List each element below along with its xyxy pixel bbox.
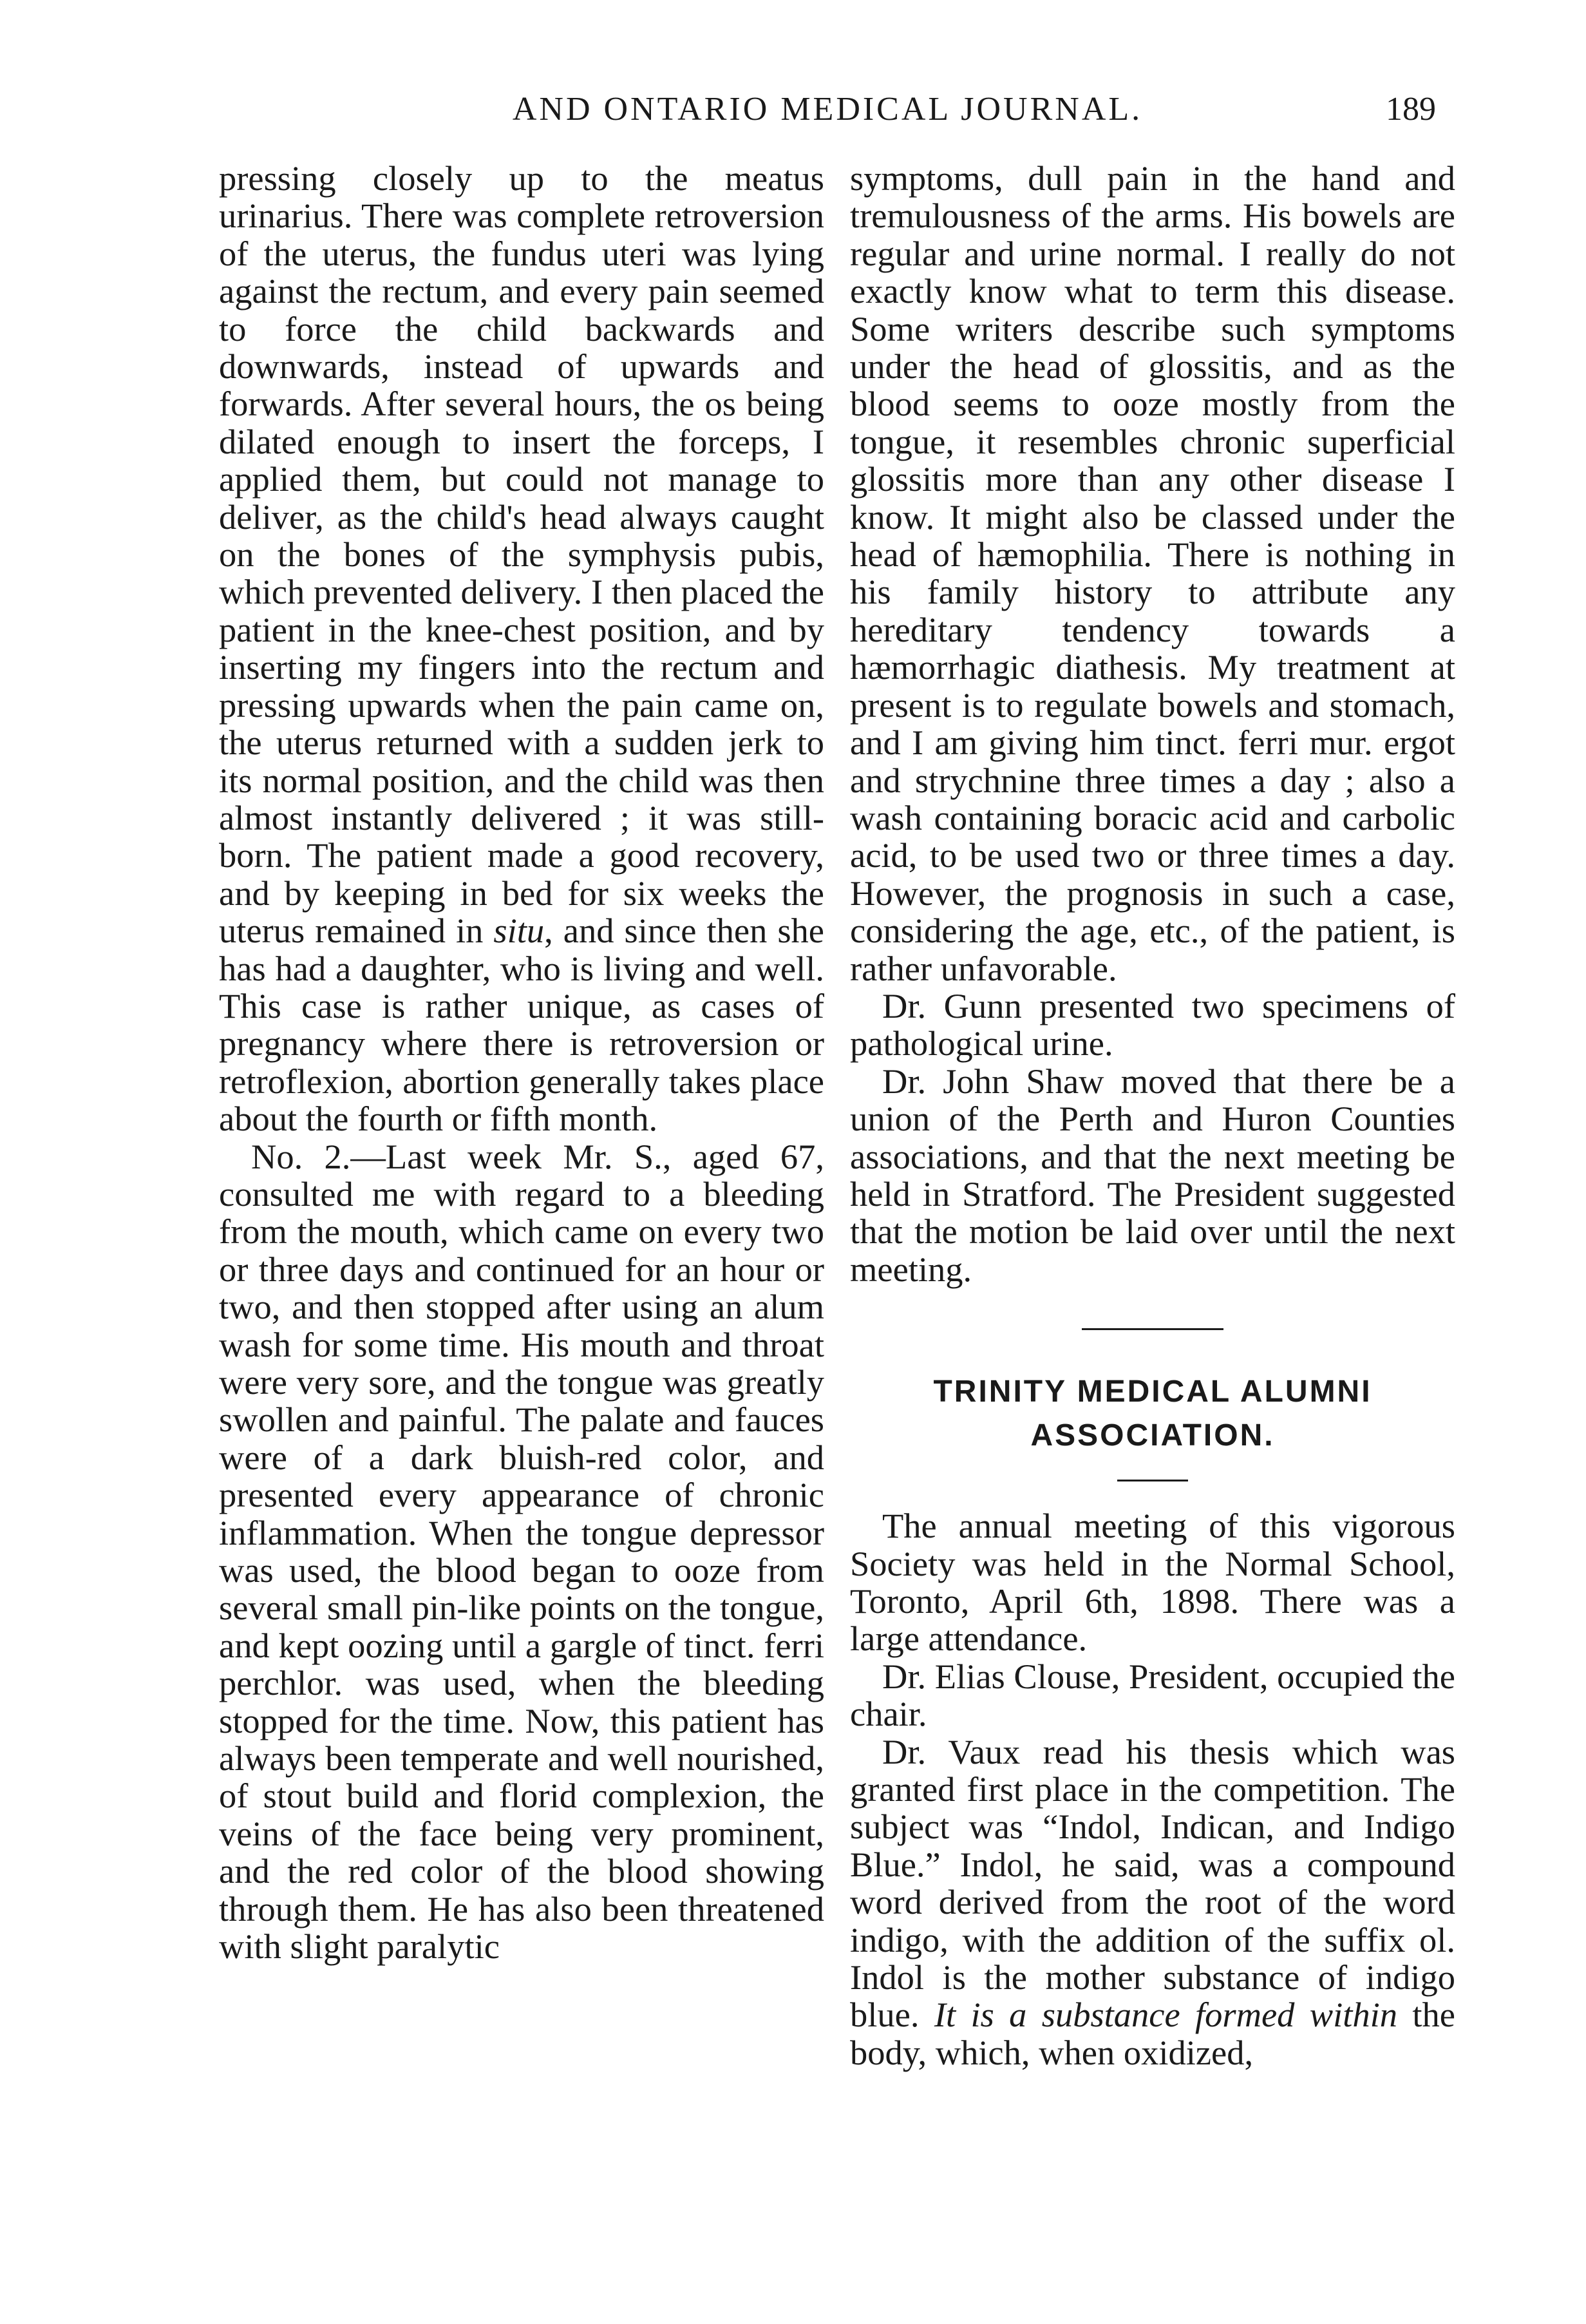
- section-heading: [850, 1370, 1455, 1458]
- paragraph-symptoms: symptoms, dull pain in the hand and tremulousness of the arms. His bowels are regular and urine normal. I really do not exactly know what to term this disease. Some writers describe such symptoms under the head of glossitis, and as the blood seems to ooze mostly from the tongue, it resembles chronic superficial glossitis more than any other disease I know. It might also be classed under the head of hæmophilia. There is nothing in his family history to attribute any hereditary tendency towards a hæmorrhagic diathesis. My treatment at present is to regulate bowels and stomach, and I am giving him tinct. ferri mur. ergot and strychnine three times a day ; also a wash containing boracic acid and carbolic acid, to be used two or three times a day. However, the prognosis in such a case, considering the age, etc., of the patient, is rather unfavorable.: [850, 158, 1455, 988]
- heading-line: ASSOCIATION.: [1030, 1418, 1275, 1453]
- right-column: [850, 160, 1455, 2072]
- heading-line: TRINITY MEDICAL ALUMNI: [933, 1375, 1372, 1409]
- paragraph-vaux-thesis: [850, 1733, 1455, 2072]
- paragraph-case-no-2: No. 2.—Last week Mr. S., aged 67, consulted me with regard to a bleeding from the mouth, which came on every two or three days and continued for an hour or two, and then stopped after using an alum wash for some time. His mouth and throat were very sore, and the tongue was greatly swollen and painful. The palate and fauces were of a dark bluish-red color, and presented every appearance of chronic inflammation. When the tongue depressor was used, the blood began to ooze from several small pin-like points on the tongue, and kept oozing until a gargle of tinct. ferri perchlor. was used, when the bleeding stopped for the time. Now, this patient has always been temperate and well nourished, of stout build and florid complexion, the veins of the face being very prominent, and the red color of the blood showing through them. He has also been threatened with slight paralytic: [219, 1136, 824, 1967]
- text-run: the body, which, when oxidized,: [850, 1995, 1455, 2072]
- page-header: [219, 84, 1436, 135]
- paragraph-president-chair: Dr. Elias Clouse, President, occupied the chair.: [850, 1656, 1455, 1734]
- paragraph-retroversion-case: [219, 160, 824, 1138]
- running-head: AND ONTARIO MEDICAL JOURNAL.: [512, 91, 1143, 128]
- left-column: [219, 160, 824, 1966]
- section-divider: [1082, 1328, 1223, 1330]
- paragraph-gunn-specimens: Dr. Gunn presented two specimens of pathological urine.: [850, 986, 1455, 1063]
- text-run: Dr. Vaux read his thesis which was granted first place in the competition. The subject was “Indol, Indican, and Indigo Blue.” Indol, he said, was a compound word derived from the root of the word indigo, with the addition of the suffix ol. Indol is the mother substance of indigo blue.: [850, 1731, 1455, 2035]
- paragraph-shaw-motion: Dr. John Shaw moved that there be a union of the Perth and Huron Counties associations, and that the next meeting be held in Stratford. The President suggested that the motion be laid over until the next meeting.: [850, 1061, 1455, 1289]
- text-run: pressing closely up to the meatus urinarius. There was complete retroversion of the uterus, the fundus uteri was lying against the rectum, and every pain seemed to force the child backwards and downwards, instead of upwards and forwards. After several hours, the os being dilated enough to insert the forceps, I applied them, but could not manage to deliver, as the child's head always caught on the bones of the symphysis pubis, which prevented delivery. I then placed the patient in the knee-chest position, and by inserting my fingers into the rectum and pressing upwards when the pain came on, the uterus returned with a sudden jerk to its normal position, and the child was then almost instantly delivered ; it was still-born. The patient made a good recovery, and by keeping in bed for six weeks the uterus remained in: [219, 158, 824, 951]
- heading-divider: [1117, 1480, 1188, 1481]
- paragraph-annual-meeting: The annual meeting of this vigorous Society was held in the Normal School, Toronto, April 6th, 1898. There was a large attendance.: [850, 1506, 1455, 1659]
- page-number: 189: [1386, 91, 1436, 128]
- italic-run: It is a substance formed within: [934, 1995, 1398, 2035]
- text-run: , and since then she has had a daughter, who is living and well. This case is rather unique, as cases of pregnancy where there is retroversion or retroflexion, abortion generally takes place about the fourth or fifth month.: [219, 911, 824, 1139]
- italic-run: situ: [493, 911, 545, 951]
